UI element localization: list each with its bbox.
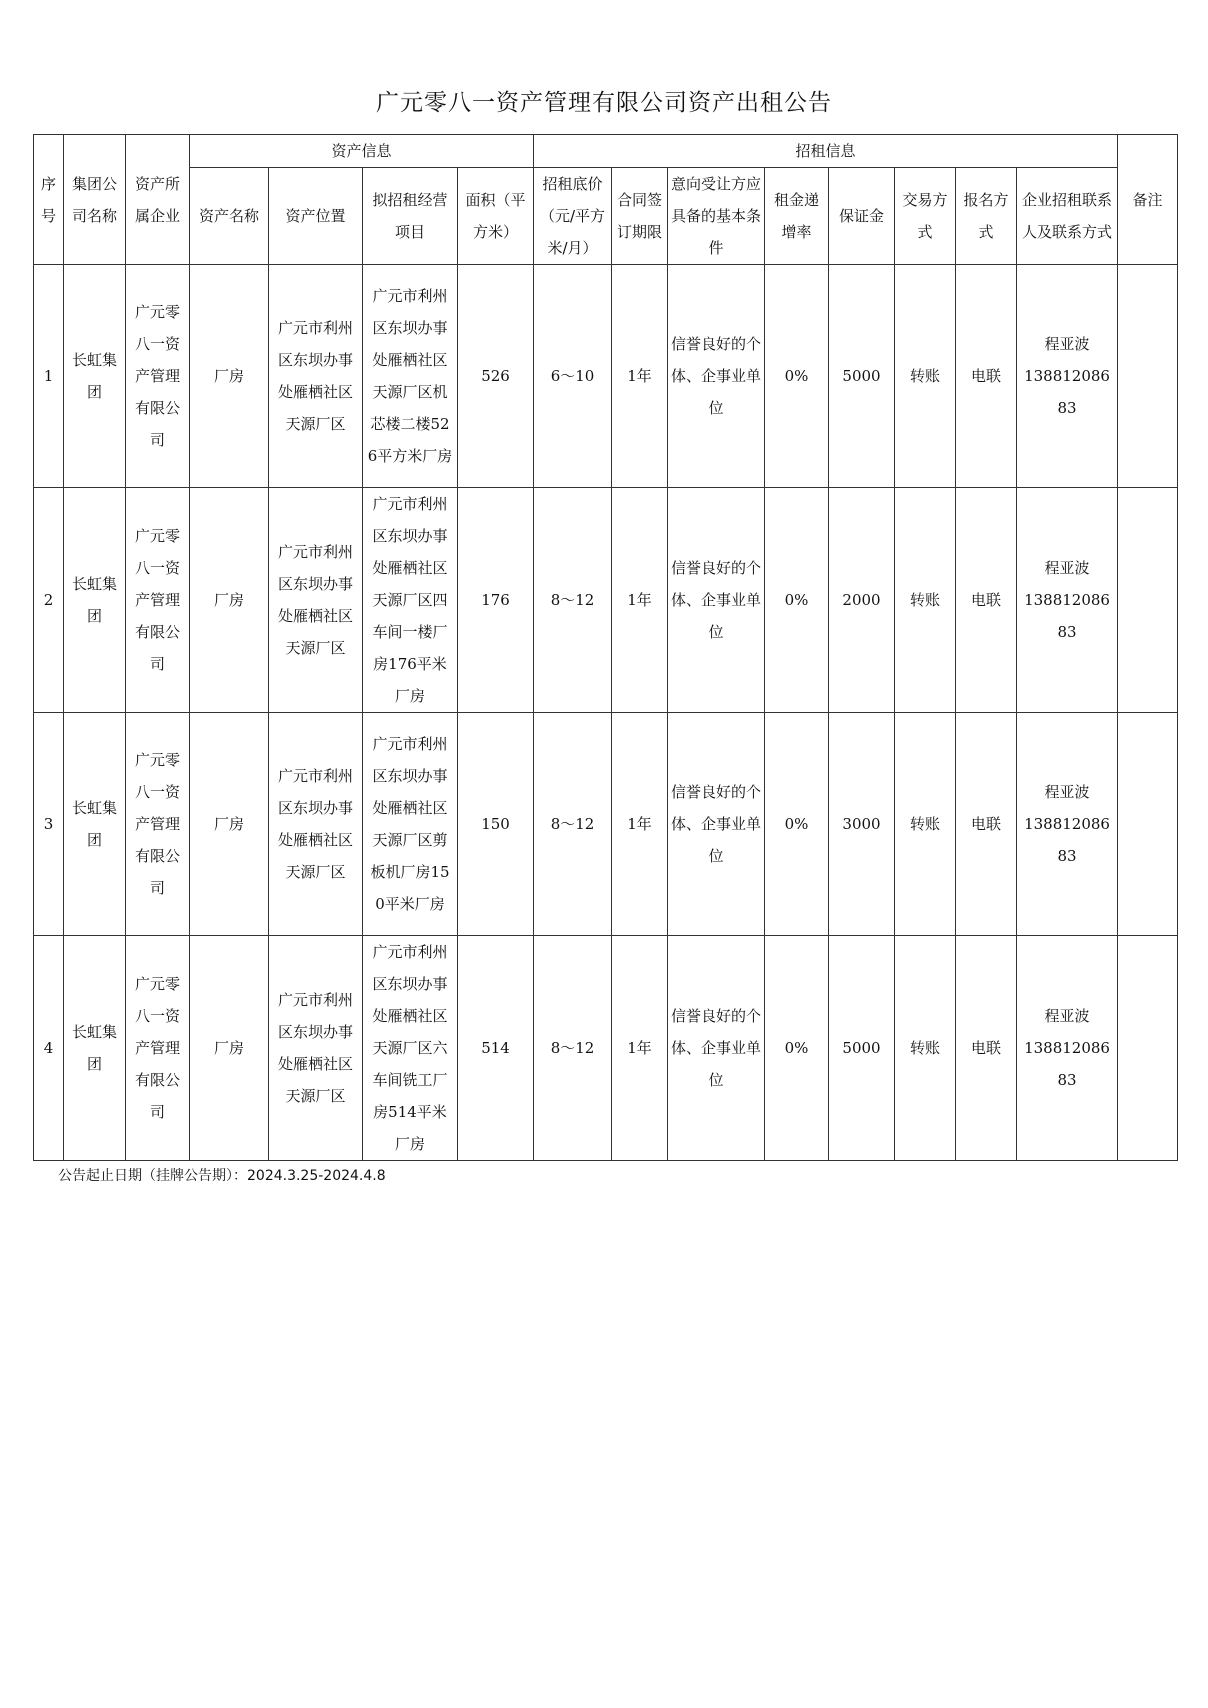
contact-phone: 13881208683 <box>1024 1039 1110 1089</box>
cell-payment: 转账 <box>895 936 956 1161</box>
cell-price: 6～10 <box>534 265 612 488</box>
cell-increase: 0% <box>765 488 829 713</box>
header-seq: 序号 <box>34 135 64 265</box>
cell-owner: 广元零八一资产管理有限公司 <box>126 488 190 713</box>
cell-requirement: 信誉良好的个体、企事业单位 <box>668 936 765 1161</box>
cell-area: 176 <box>458 488 534 713</box>
cell-asset-name: 厂房 <box>190 936 269 1161</box>
cell-location: 广元市利州区东坝办事处雁栖社区天源厂区 <box>269 936 363 1161</box>
header-contact: 企业招租联系人及联系方式 <box>1017 168 1118 265</box>
cell-price: 8～12 <box>534 488 612 713</box>
cell-location: 广元市利州区东坝办事处雁栖社区天源厂区 <box>269 265 363 488</box>
cell-increase: 0% <box>765 713 829 936</box>
header-requirements: 意向受让方应具备的基本条件 <box>668 168 765 265</box>
header-asset-info: 资产信息 <box>190 135 534 168</box>
cell-increase: 0% <box>765 936 829 1161</box>
cell-contact <box>1017 713 1118 936</box>
header-remark: 备注 <box>1118 135 1178 265</box>
cell-requirement: 信誉良好的个体、企事业单位 <box>668 265 765 488</box>
cell-owner: 广元零八一资产管理有限公司 <box>126 936 190 1161</box>
cell-price: 8～12 <box>534 713 612 936</box>
cell-asset-name: 厂房 <box>190 488 269 713</box>
cell-asset-name: 厂房 <box>190 713 269 936</box>
cell-deposit: 5000 <box>829 265 895 488</box>
cell-term: 1年 <box>612 713 668 936</box>
cell-group: 长虹集团 <box>64 265 126 488</box>
contact-name: 程亚波 <box>1044 335 1090 353</box>
contact-name: 程亚波 <box>1044 559 1090 577</box>
page-title: 广元零八一资产管理有限公司资产出租公告 <box>376 90 832 116</box>
cell-area: 150 <box>458 713 534 936</box>
cell-remark <box>1118 488 1178 713</box>
cell-group: 长虹集团 <box>64 488 126 713</box>
header-asset-name: 资产名称 <box>190 168 269 265</box>
header-proposed-project: 拟招租经营项目 <box>363 168 458 265</box>
header-payment: 交易方式 <box>895 168 956 265</box>
header-area: 面积（平方米） <box>458 168 534 265</box>
table-row <box>34 488 1178 713</box>
cell-seq: 2 <box>34 488 64 713</box>
cell-payment: 转账 <box>895 713 956 936</box>
cell-project: 广元市利州区东坝办事处雁栖社区天源厂区剪板机厂房150平米厂房 <box>363 713 458 936</box>
cell-increase: 0% <box>765 265 829 488</box>
cell-area: 514 <box>458 936 534 1161</box>
header-term: 合同签订期限 <box>612 168 668 265</box>
header-group: 集团公司名称 <box>64 135 126 265</box>
cell-seq: 1 <box>34 265 64 488</box>
contact-name: 程亚波 <box>1044 783 1090 801</box>
cell-registration: 电联 <box>956 936 1017 1161</box>
cell-area: 526 <box>458 265 534 488</box>
cell-requirement: 信誉良好的个体、企事业单位 <box>668 713 765 936</box>
cell-seq: 3 <box>34 713 64 936</box>
cell-payment: 转账 <box>895 488 956 713</box>
cell-contact <box>1017 936 1118 1161</box>
cell-project: 广元市利州区东坝办事处雁栖社区天源厂区四车间一楼厂房176平米厂房 <box>363 488 458 713</box>
cell-deposit: 3000 <box>829 713 895 936</box>
cell-group: 长虹集团 <box>64 713 126 936</box>
lease-notice-table <box>33 134 1178 1161</box>
cell-requirement: 信誉良好的个体、企事业单位 <box>668 488 765 713</box>
contact-phone: 13881208683 <box>1024 815 1110 865</box>
table-row <box>34 265 1178 488</box>
cell-remark <box>1118 265 1178 488</box>
cell-registration: 电联 <box>956 265 1017 488</box>
cell-contact <box>1017 265 1118 488</box>
cell-term: 1年 <box>612 265 668 488</box>
cell-seq: 4 <box>34 936 64 1161</box>
cell-asset-name: 厂房 <box>190 265 269 488</box>
cell-project: 广元市利州区东坝办事处雁栖社区天源厂区机芯楼二楼526平方米厂房 <box>363 265 458 488</box>
header-base-price: 招租底价（元/平方米/月） <box>534 168 612 265</box>
cell-owner: 广元零八一资产管理有限公司 <box>126 265 190 488</box>
cell-deposit: 5000 <box>829 936 895 1161</box>
contact-phone: 13881208683 <box>1024 591 1110 641</box>
header-lease-info: 招租信息 <box>534 135 1118 168</box>
cell-payment: 转账 <box>895 265 956 488</box>
header-owner: 资产所属企业 <box>126 135 190 265</box>
cell-deposit: 2000 <box>829 488 895 713</box>
notice-period: 公告起止日期（挂牌公告期）：2024.3.25-2024.4.8 <box>58 1168 386 1184</box>
cell-contact <box>1017 488 1118 713</box>
contact-phone: 13881208683 <box>1024 367 1110 417</box>
cell-location: 广元市利州区东坝办事处雁栖社区天源厂区 <box>269 488 363 713</box>
cell-term: 1年 <box>612 488 668 713</box>
header-asset-location: 资产位置 <box>269 168 363 265</box>
header-column-row <box>34 168 1178 265</box>
cell-project: 广元市利州区东坝办事处雁栖社区天源厂区六车间铣工厂房514平米厂房 <box>363 936 458 1161</box>
table-row <box>34 936 1178 1161</box>
cell-remark <box>1118 713 1178 936</box>
cell-registration: 电联 <box>956 488 1017 713</box>
header-increase: 租金递增率 <box>765 168 829 265</box>
cell-location: 广元市利州区东坝办事处雁栖社区天源厂区 <box>269 713 363 936</box>
contact-name: 程亚波 <box>1044 1007 1090 1025</box>
cell-registration: 电联 <box>956 713 1017 936</box>
header-registration: 报名方式 <box>956 168 1017 265</box>
cell-owner: 广元零八一资产管理有限公司 <box>126 713 190 936</box>
cell-price: 8～12 <box>534 936 612 1161</box>
cell-remark <box>1118 936 1178 1161</box>
cell-term: 1年 <box>612 936 668 1161</box>
header-deposit: 保证金 <box>829 168 895 265</box>
cell-group: 长虹集团 <box>64 936 126 1161</box>
header-group-row <box>34 135 1178 168</box>
table-row <box>34 713 1178 936</box>
